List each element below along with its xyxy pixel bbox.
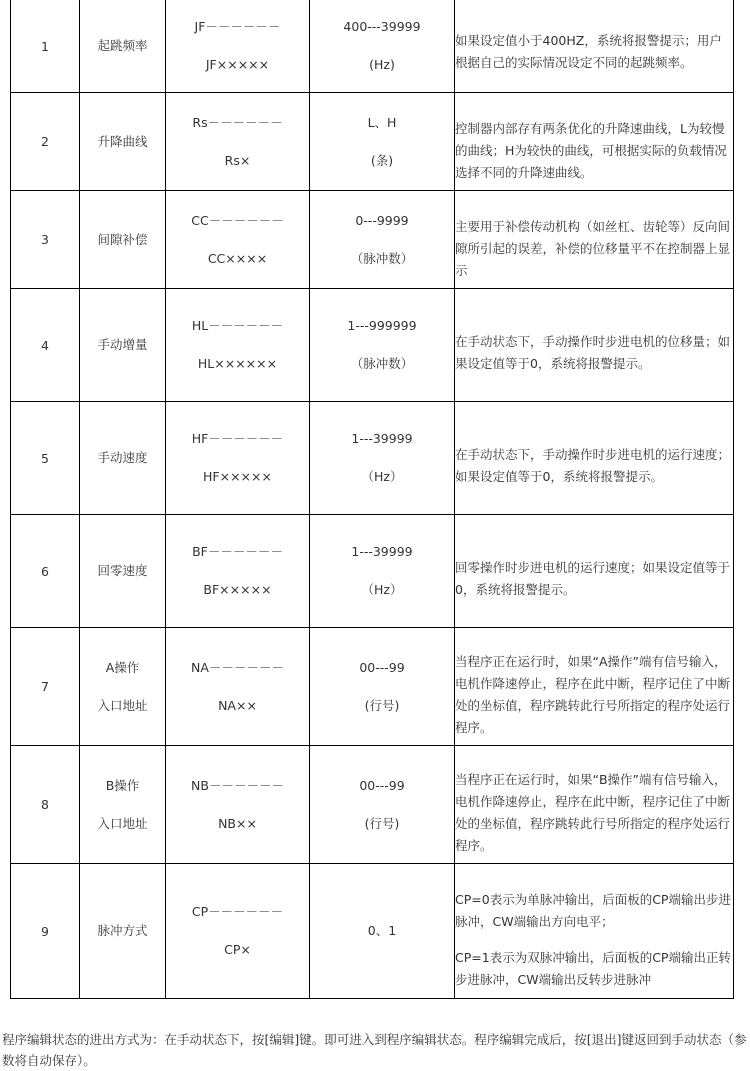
param-name: 起跳频率: [97, 38, 148, 53]
table-row: [11, 93, 734, 191]
param-name: 脉冲方式: [97, 923, 148, 938]
param-description: 控制器内部存有两条优化的升降速曲线，L为较慢的曲线；H为较快的曲线，可根据实际的负载情况选择不同的升降速曲线。: [455, 120, 727, 180]
param-range: 1---39999: [351, 544, 413, 559]
param-description: CP=0表示为单脉冲输出，后面板的CP端输出步进脉冲，CW端输出方向电平；: [455, 892, 731, 929]
param-range-cell: [310, 515, 455, 628]
param-description-cell: [455, 93, 734, 191]
param-description-cell: [455, 628, 734, 746]
param-description-cell: [455, 191, 734, 289]
param-range-cell: [310, 93, 455, 191]
param-name: 手动增量: [97, 337, 148, 352]
row-index-cell: [11, 628, 80, 746]
param-description: CP=1表示为双脉冲输出，后面板的CP端输出正转步进脉冲，CW端输出反转步进脉冲: [455, 950, 731, 987]
parameter-table: [10, 0, 734, 999]
param-code-cell: [166, 93, 310, 191]
param-code: JF×××××: [205, 57, 270, 72]
param-code: CP－－－－－－: [191, 904, 284, 919]
param-name-cell: [80, 515, 166, 628]
param-range-cell: [310, 0, 455, 93]
param-name: 间隙补偿: [97, 231, 148, 247]
param-description-cell: [455, 402, 734, 515]
row-index: 6: [41, 563, 49, 579]
param-description: 在手动状态下，手动操作时步进电机的运行速度；如果设定值等于0，系统将报警提示。: [455, 447, 731, 484]
param-unit: (行号): [364, 815, 400, 831]
param-range-cell: [310, 289, 455, 402]
row-index-cell: [11, 93, 80, 191]
param-range-cell: [310, 402, 455, 515]
param-unit: （Hz）: [361, 582, 403, 597]
param-code: CC××××: [207, 250, 268, 266]
param-code-cell: [166, 402, 310, 515]
param-description-cell: [455, 289, 734, 402]
param-range-cell: [310, 746, 455, 864]
param-code: JF－－－－－－: [194, 19, 281, 34]
param-unit: （Hz）: [361, 469, 403, 484]
param-code: Rs×: [224, 152, 251, 168]
table-row: [11, 402, 734, 515]
row-index: 8: [41, 797, 49, 812]
param-range: 1---39999: [351, 431, 413, 446]
param-description-cell: [455, 0, 734, 93]
param-range: 00---99: [359, 777, 405, 793]
param-range-cell: [310, 864, 455, 999]
param-name: 升降曲线: [97, 133, 148, 149]
param-code: HL××××××: [197, 356, 278, 371]
param-code-cell: [166, 191, 310, 289]
param-range-cell: [310, 628, 455, 746]
param-description: 回零操作时步进电机的运行速度；如果设定值等于0，系统将报警提示。: [455, 560, 731, 597]
param-description: 在手动状态下，手动操作时步进电机的位移量；如果设定值等于0，系统将报警提示。: [455, 334, 731, 371]
param-code: NA××: [218, 697, 257, 713]
param-range-cell: [310, 191, 455, 289]
param-description: 当程序正在运行时，如果“B操作”端有信号输入，电机作降速停止，程序在此中断，程序记住了中断处的坐标值，程序跳转此行号所指定的程序处运行程序。: [455, 771, 731, 853]
param-unit: (行号): [364, 697, 400, 713]
param-name-cell: [80, 289, 166, 402]
param-name-cell: [80, 402, 166, 515]
param-code: NB××: [218, 815, 257, 831]
table-row: [11, 515, 734, 628]
param-name: 回零速度: [97, 563, 148, 578]
parameter-table-body: [11, 0, 734, 999]
param-code-cell: [166, 628, 310, 746]
param-name-cell: [80, 628, 166, 746]
param-description-cell: [455, 515, 734, 628]
param-unit: (Hz): [369, 57, 395, 72]
param-name: 手动速度: [97, 450, 148, 465]
row-index-cell: [11, 0, 80, 93]
param-name: 入口地址: [97, 815, 148, 831]
param-range: 0、1: [367, 923, 397, 938]
table-row: [11, 289, 734, 402]
param-name-cell: [80, 191, 166, 289]
row-index-cell: [11, 864, 80, 999]
row-index: 9: [41, 923, 49, 939]
param-code-cell: [166, 864, 310, 999]
param-code: HF－－－－－－: [191, 431, 284, 446]
param-code: CP×: [224, 942, 251, 957]
param-unit: （脉冲数）: [350, 356, 414, 371]
param-range: 00---99: [359, 659, 405, 675]
param-code-cell: [166, 289, 310, 402]
row-index-cell: [11, 289, 80, 402]
param-code-cell: [166, 746, 310, 864]
param-code: CC－－－－－－: [191, 212, 284, 228]
table-row: [11, 0, 734, 93]
row-index: 1: [41, 38, 49, 54]
param-code: HF×××××: [203, 469, 272, 484]
param-description: 当程序正在运行时，如果“A操作”端有信号输入，电机作降速停止，程序在此中断，程序记住了中断处的坐标值，程序跳转此行号所指定的程序处运行程序。: [455, 653, 731, 735]
param-description-cell: [455, 746, 734, 864]
param-name: A操作: [105, 659, 140, 675]
param-range: 0---9999: [355, 212, 409, 228]
table-row: [11, 191, 734, 289]
table-row: [11, 746, 734, 864]
param-code-cell: [166, 515, 310, 628]
param-description: 如果设定值小于400HZ，系统将报警提示；用户根据自己的实际情况设定不同的起跳频率。: [455, 33, 722, 70]
param-code: HL－－－－－－: [191, 318, 284, 333]
footer-note: 程序编辑状态的进出方式为：在手动状态下，按[编辑]键。即可进入到程序编辑状态。程序编辑完成后，按[退出]键返回到手动状态（参数将自动保存）。: [2, 1032, 747, 1068]
table-row: [11, 628, 734, 746]
param-unit: (条): [370, 152, 394, 168]
row-index: 5: [41, 450, 49, 466]
param-name-cell: [80, 864, 166, 999]
param-name: 入口地址: [97, 697, 148, 713]
param-unit: （脉冲数）: [350, 250, 414, 266]
row-index: 4: [41, 337, 49, 353]
param-name: B操作: [105, 777, 140, 793]
param-code: Rs－－－－－－: [192, 114, 283, 130]
param-description-cell: [455, 864, 734, 999]
param-range: 1---999999: [347, 318, 417, 333]
param-code: NB－－－－－－: [191, 777, 284, 793]
param-code: BF－－－－－－: [192, 544, 283, 559]
param-code-cell: [166, 0, 310, 93]
row-index: 3: [41, 232, 49, 247]
param-code: BF×××××: [203, 582, 272, 597]
row-index-cell: [11, 402, 80, 515]
row-index-cell: [11, 746, 80, 864]
param-range: 400---39999: [343, 19, 421, 34]
param-name-cell: [80, 746, 166, 864]
row-index: 7: [41, 679, 49, 694]
param-description: 主要用于补偿传动机构（如丝杠、齿轮等）反向间隙所引起的误差，补偿的位移量平不在控制器上显示: [455, 218, 731, 278]
param-code: NA－－－－－－: [191, 659, 284, 675]
param-name-cell: [80, 0, 166, 93]
row-index-cell: [11, 191, 80, 289]
row-index-cell: [11, 515, 80, 628]
param-range: L、H: [367, 114, 397, 130]
param-name-cell: [80, 93, 166, 191]
table-row: [11, 864, 734, 999]
row-index: 2: [41, 134, 49, 149]
